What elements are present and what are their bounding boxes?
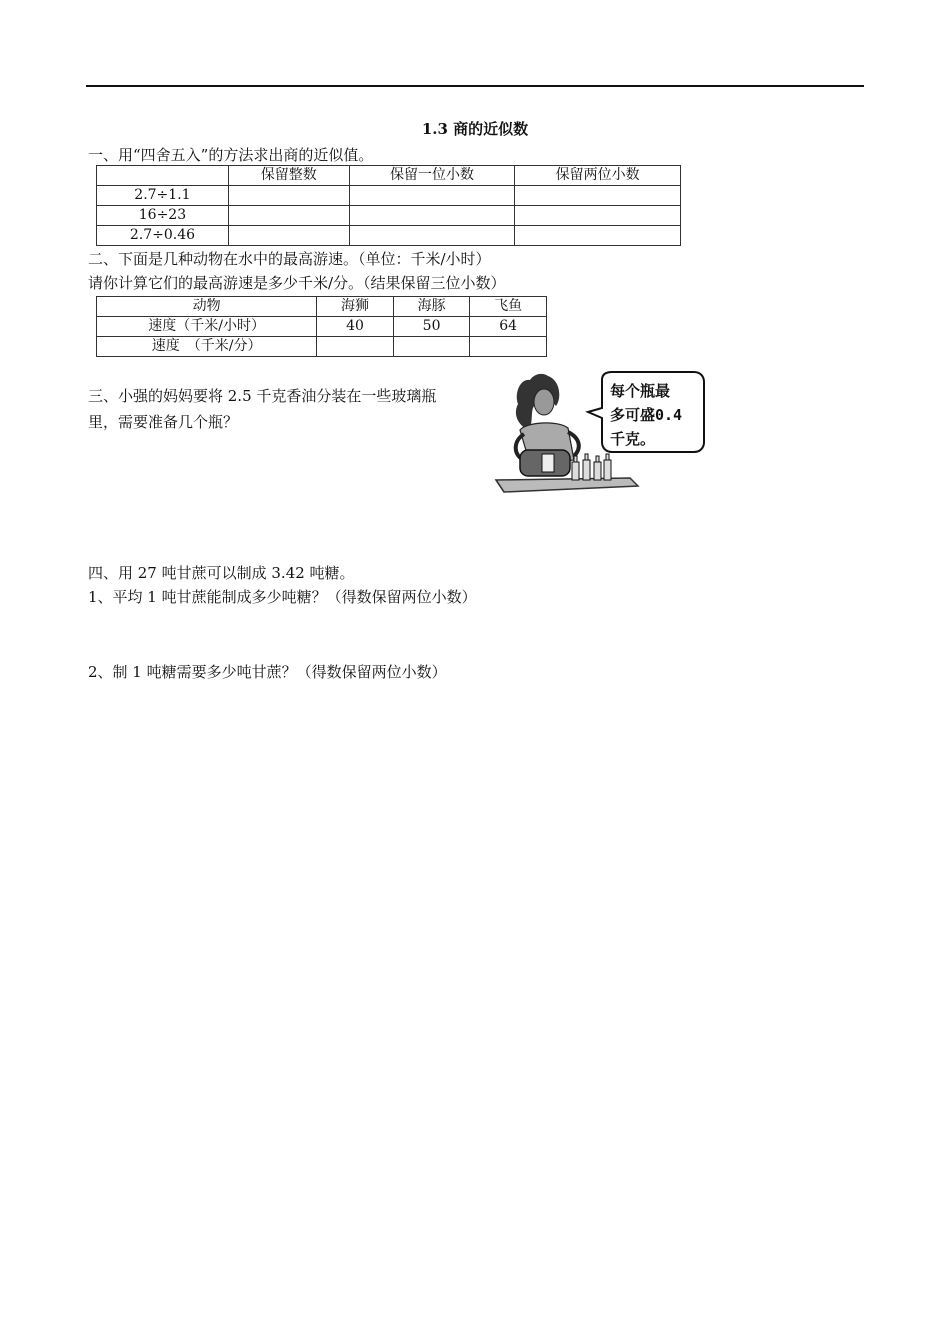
woman-face (534, 389, 554, 415)
table-header-cell: 动物 (97, 297, 317, 317)
answer-cell[interactable] (228, 186, 349, 206)
bubble-line: 千克。 (610, 430, 656, 448)
section1-heading: 一、用“四舍五入”的方法求出商的近似值。 (88, 146, 374, 164)
answer-cell[interactable] (349, 206, 515, 226)
woman-pouring-oil-illustration (490, 368, 710, 500)
section1-table (96, 165, 681, 246)
table-row-label: 16÷23 (97, 206, 229, 226)
table-header-cell: 保留一位小数 (349, 166, 515, 186)
top-rule (86, 85, 864, 87)
table-cell: 40 (317, 317, 394, 337)
table-header-cell: 海豚 (393, 297, 470, 317)
answer-cell[interactable] (317, 337, 394, 357)
table-row (97, 226, 681, 246)
section3-line1: 三、小强的妈妈要将 2.5 千克香油分装在一些玻璃瓶 (88, 387, 437, 405)
section4-question1: 1、平均 1 吨甘蔗能制成多少吨糖？（得数保留两位小数） (88, 588, 477, 606)
answer-cell[interactable] (515, 186, 681, 206)
answer-cell[interactable] (349, 226, 515, 246)
table-header-cell: 保留两位小数 (515, 166, 681, 186)
answer-cell[interactable] (228, 226, 349, 246)
bubble-line: 多可盛0.4 (610, 406, 683, 424)
table-header-cell (97, 166, 229, 186)
table-header-cell: 保留整数 (228, 166, 349, 186)
table-row (97, 337, 547, 357)
section2-table (96, 296, 547, 357)
glass-bottles (572, 454, 611, 480)
table-row (97, 317, 547, 337)
table-row-label: 2.7÷1.1 (97, 186, 229, 206)
table-cell: 64 (470, 317, 547, 337)
answer-cell[interactable] (515, 206, 681, 226)
table-row-label: 速度 （千米/分） (97, 337, 317, 357)
table-row-label: 2.7÷0.46 (97, 226, 229, 246)
table-header-row (97, 297, 547, 317)
section2-line2: 请你计算它们的最高游速是多少千米/分。（结果保留三位小数） (88, 274, 506, 292)
section4-question2: 2、制 1 吨糖需要多少吨甘蔗？（得数保留两位小数） (88, 663, 447, 681)
page-title: 1.3 商的近似数 (421, 120, 529, 138)
table-row (97, 186, 681, 206)
answer-cell[interactable] (515, 226, 681, 246)
table-surface (496, 478, 638, 492)
section2-line1: 二、下面是几种动物在水中的最高游速。（单位：千米/小时） (88, 250, 491, 268)
section3-line2: 里，需要准备几个瓶？ (88, 413, 239, 431)
section4-heading: 四、用 27 吨甘蔗可以制成 3.42 吨糖。 (88, 564, 355, 582)
answer-cell[interactable] (393, 337, 470, 357)
answer-cell[interactable] (349, 186, 515, 206)
table-header-cell: 飞鱼 (470, 297, 547, 317)
table-header-cell: 海狮 (317, 297, 394, 317)
answer-cell[interactable] (470, 337, 547, 357)
table-cell: 50 (393, 317, 470, 337)
answer-cell[interactable] (228, 206, 349, 226)
table-row-label: 速度（千米/小时） (97, 317, 317, 337)
table-row (97, 206, 681, 226)
bubble-line: 每个瓶最 (610, 382, 671, 400)
table-header-row (97, 166, 681, 186)
